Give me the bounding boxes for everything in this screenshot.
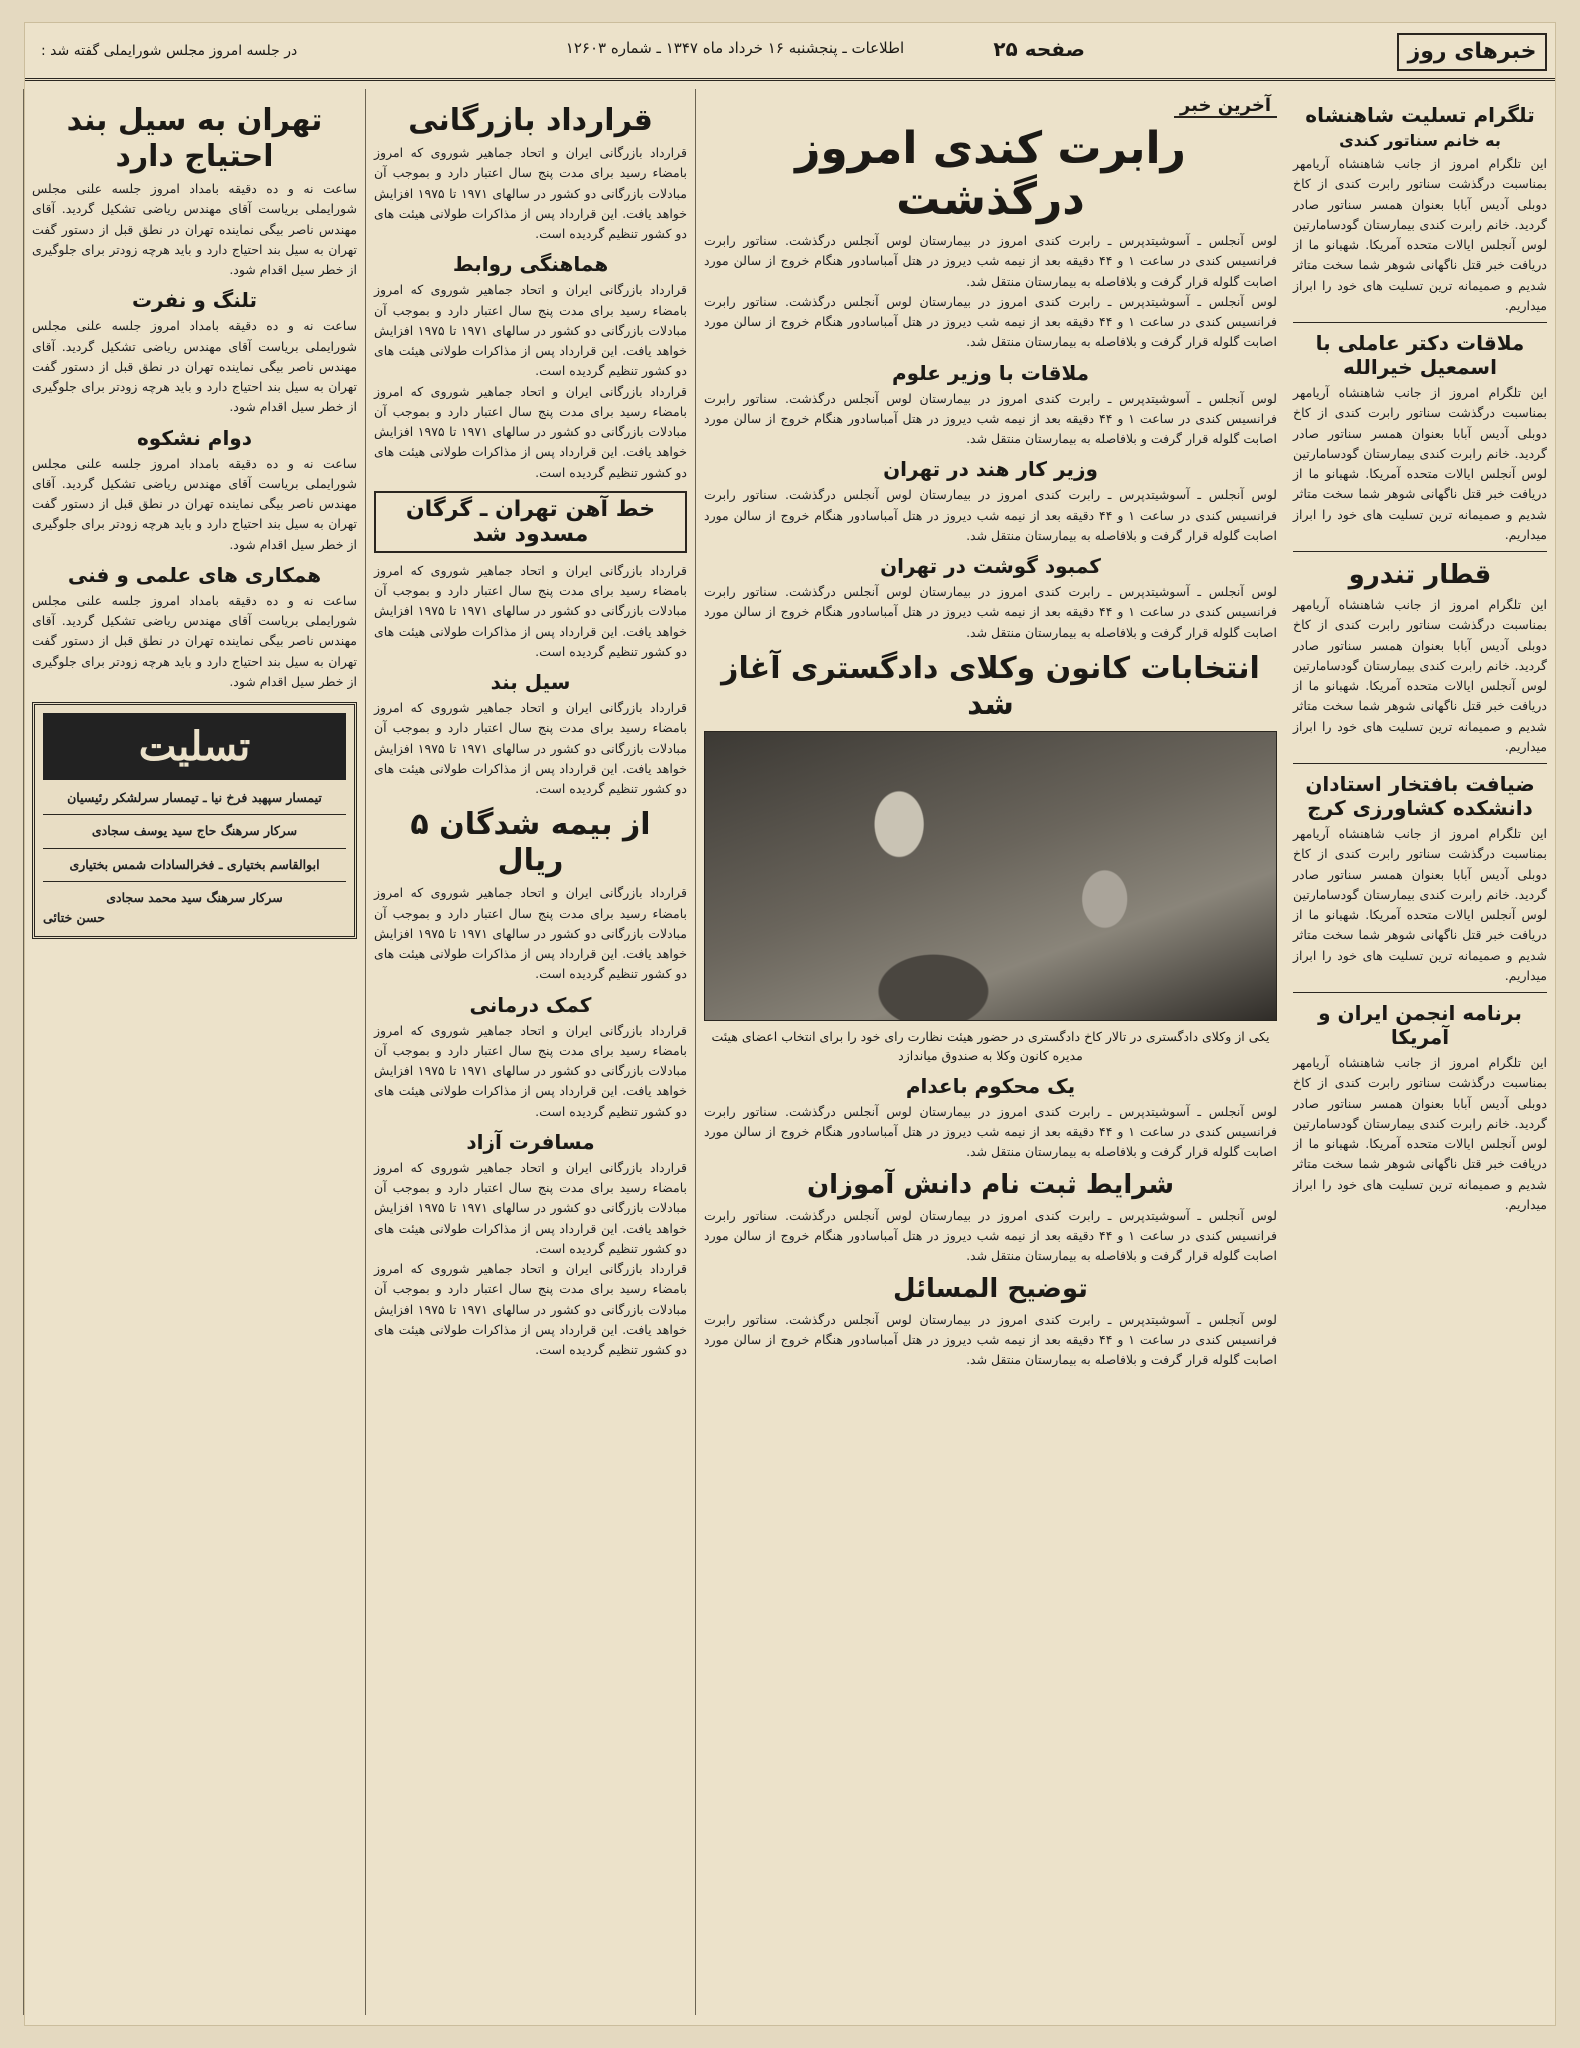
article-body: لوس آنجلس ـ آسوشیتدپرس ـ رابرت کندی امروز در بیمارستان لوس آنجلس درگذشت. سناتور رابرت فرانسیس کندی در ساعت ۱ و ۴۴ دقیقه بعد از نیمه شب دیروز در هتل آمباسادور هنگام خروج از سالن مورد اصابت گلوله قرار گرفت و بلافاصله به بیمارستان منتقل شد. bbox=[704, 390, 1277, 447]
divider bbox=[43, 814, 346, 815]
article-body: این تلگرام امروز از جانب شاهنشاه آریامهر بمناسبت درگذشت سناتور رابرت کندی از کاخ دوبلی آدیس آبابا بعنوان همسر سناتور صادر گردید. خانم رابرت کندی بیمارستان گودسامارتین لوس آنجلس ایالات متحده آمریکا. شهبانو ما از دریافت خبر قتل ناگهانی شوهر شما سخت متاثر شدیم و صمیمانه ترین تسلیت های خود را ابراز میداریم. bbox=[1293, 826, 1547, 983]
subheadline-condolence: به خانم سناتور کندی bbox=[1339, 131, 1501, 150]
subheadline-free-travel: مسافرت آزاد bbox=[466, 1129, 595, 1154]
article-body: لوس آنجلس ـ آسوشیتدپرس ـ رابرت کندی امروز در بیمارستان لوس آنجلس درگذشت. سناتور رابرت فرانسیس کندی در ساعت ۱ و ۴۴ دقیقه بعد از نیمه شب دیروز در هتل آمباسادور هنگام خروج از سالن مورد اصابت گلوله قرار گرفت و بلافاصله به بیمارستان منتقل شد. bbox=[704, 584, 1277, 640]
article-body: ساعت نه و ده دقیقه بامداد امروز جلسه علنی مجلس شورایملی بریاست آقای مهندس ریاضی تشکیل گردید. آقای مهندس ناصر بیگی نماینده تهران در نطق قبل از دستور گفت تهران به سیل بند احتیاج دارد و باید هرچه زودتر برای جلوگیری از خطر سیل اقدام شود. bbox=[32, 318, 357, 415]
divider bbox=[1293, 763, 1547, 764]
article-body: قرارداد بازرگانی ایران و اتحاد جماهیر شوروی که امروز بامضاء رسید برای مدت پنج سال اعتبار دارد و بموجب آن مبادلات بازرگانی دو کشور در سالهای ۱۹۷۱ تا ۱۹۷۵ افزایش خواهد یافت. این قرارداد پس از مذاکرات طولانی هیئت های دو کشور تنظیم گردیده است. bbox=[374, 383, 687, 480]
article-body: لوس آنجلس ـ آسوشیتدپرس ـ رابرت کندی امروز در بیمارستان لوس آنجلس درگذشت. سناتور رابرت فرانسیس کندی در ساعت ۱ و ۴۴ دقیقه بعد از نیمه شب دیروز در هتل آمباسادور هنگام خروج از سالن مورد اصابت گلوله قرار گرفت و بلافاصله به بیمارستان منتقل شد. bbox=[704, 293, 1277, 350]
article-body: ساعت نه و ده دقیقه بامداد امروز جلسه علنی مجلس شورایملی بریاست آقای مهندس ریاضی تشکیل گردید. آقای مهندس ناصر بیگی نماینده تهران در نطق قبل از دستور گفت تهران به سیل بند احتیاج دارد و باید هرچه زودتر برای جلوگیری از خطر سیل اقدام شود. bbox=[32, 455, 357, 552]
column-trade bbox=[365, 89, 695, 2015]
subheadline-science-minister: ملاقات با وزیر علوم bbox=[891, 360, 1090, 385]
headline-express-train: قطار تندرو bbox=[1348, 560, 1492, 590]
headline-tehran-flood: تهران به سیل بند احتیاج دارد bbox=[66, 103, 323, 174]
section-box: خبرهای روز bbox=[1397, 33, 1547, 71]
masthead bbox=[25, 23, 1555, 81]
column-parliament bbox=[23, 89, 365, 2015]
headline-condolence-telegram: تلگرام تسلیت شاهنشاه bbox=[1305, 103, 1535, 127]
divider bbox=[1293, 322, 1547, 323]
headline-student-registration: شرایط ثبت نام دانش آموزان bbox=[806, 1170, 1175, 1201]
article-body: لوس آنجلس ـ آسوشیتدپرس ـ رابرت کندی امروز در بیمارستان لوس آنجلس درگذشت. سناتور رابرت فرانسیس کندی در ساعت ۱ و ۴۴ دقیقه بعد از نیمه شب دیروز در هتل آمباسادور هنگام خروج از سالن مورد اصابت گلوله قرار گرفت و بلافاصله به بیمارستان منتقل شد. bbox=[704, 1311, 1277, 1368]
headline-bar-elections: انتخابات کانون وکلای دادگستری آغاز شد bbox=[721, 650, 1260, 722]
issue-line: اطلاعات ـ پنجشنبه ۱۶ خرداد ماه ۱۳۴۷ ـ شماره ۱۲۶۰۳ bbox=[565, 39, 905, 57]
column-day-news bbox=[1285, 89, 1555, 2015]
article-body: لوس آنجلس ـ آسوشیتدپرس ـ رابرت کندی امروز در بیمارستان لوس آنجلس درگذشت. سناتور رابرت فرانسیس کندی در ساعت ۱ و ۴۴ دقیقه بعد از نیمه شب دیروز در هتل آمباسادور هنگام خروج از سالن مورد اصابت گلوله قرار گرفت و بلافاصله به بیمارستان منتقل شد. bbox=[704, 1103, 1277, 1160]
condolence-title: تسلیت bbox=[43, 713, 346, 780]
page-label: صفحه ۲۵ bbox=[993, 37, 1085, 61]
column-main-news bbox=[695, 89, 1285, 2015]
condolence-line: تیمسار سپهبد فرخ نیا ـ تیمسار سرلشکر رئیسیان bbox=[67, 790, 322, 805]
article-body: ساعت نه و ده دقیقه بامداد امروز جلسه علنی مجلس شورایملی بریاست آقای مهندس ریاضی تشکیل گردید. آقای مهندس ناصر بیگی نماینده تهران در نطق قبل از دستور گفت تهران به سیل بند احتیاج دارد و باید هرچه زودتر برای جلوگیری از خطر سیل اقدام شود. bbox=[32, 181, 357, 277]
divider bbox=[1293, 992, 1547, 993]
headline-karaj-faculty: ضیافت بافتخار استادان دانشکده کشاورزی کرج bbox=[1305, 772, 1535, 821]
divider bbox=[43, 881, 346, 882]
election-photo bbox=[704, 731, 1277, 1021]
subheadline-flood-barrier: سیل بند bbox=[490, 670, 571, 694]
headline-tozih-al-masael: توضیح المسائل bbox=[893, 1274, 1088, 1305]
article-body: قرارداد بازرگانی ایران و اتحاد جماهیر شوروی که امروز بامضاء رسید برای مدت پنج سال اعتبار دارد و بموجب آن مبادلات بازرگانی دو کشور در سالهای ۱۹۷۱ تا ۱۹۷۵ افزایش خواهد یافت. این قرارداد پس از مذاکرات طولانی هیئت های دو کشور تنظیم گردیده است. bbox=[374, 1022, 687, 1119]
article-body: این تلگرام امروز از جانب شاهنشاه آریامهر بمناسبت درگذشت سناتور رابرت کندی از کاخ دوبلی آدیس آبابا بعنوان همسر سناتور صادر گردید. خانم رابرت کندی بیمارستان گودسامارتین لوس آنجلس ایالات متحده آمریکا. شهبانو ما از دریافت خبر قتل ناگهانی شوهر شما سخت متاثر شدیم و صمیمانه ترین تسلیت های خود را ابراز میداریم. bbox=[1293, 156, 1547, 313]
condolence-signature: حسن ختائی bbox=[43, 910, 105, 925]
article-body: قرارداد بازرگانی ایران و اتحاد جماهیر شوروی که امروز بامضاء رسید برای مدت پنج سال اعتبار دارد و بموجب آن مبادلات بازرگانی دو کشور در سالهای ۱۹۷۱ تا ۱۹۷۵ افزایش خواهد یافت. این قرارداد پس از مذاکرات طولانی هیئت های دو کشور تنظیم گردیده است. bbox=[374, 1261, 687, 1357]
headline-insured-5-rials: از بیمه شدگان ۵ ریال bbox=[410, 807, 651, 879]
article-body: لوس آنجلس ـ آسوشیتدپرس ـ رابرت کندی امروز در بیمارستان لوس آنجلس درگذشت. سناتور رابرت فرانسیس کندی در ساعت ۱ و ۴۴ دقیقه بعد از نیمه شب دیروز در هتل آمباسادور هنگام خروج از سالن مورد اصابت گلوله قرار گرفت و بلافاصله به بیمارستان منتقل شد. bbox=[704, 1207, 1277, 1264]
newspaper-page bbox=[24, 22, 1556, 2026]
condolence-line: ابوالقاسم بختیاری ـ فخرالسادات شمس بختیاری bbox=[69, 856, 320, 872]
kicker-latest-news: آخرین خبر bbox=[1174, 95, 1277, 118]
article-body: این تلگرام امروز از جانب شاهنشاه آریامهر بمناسبت درگذشت سناتور رابرت کندی از کاخ دوبلی آدیس آبابا بعنوان همسر سناتور صادر گردید. خانم رابرت کندی بیمارستان گودسامارتین لوس آنجلس ایالات متحده آمریکا. شهبانو ما از دریافت خبر قتل ناگهانی شوهر شما سخت متاثر شدیم و صمیمانه ترین تسلیت های خود را ابراز میداریم. bbox=[1293, 597, 1547, 754]
article-body: قرارداد بازرگانی ایران و اتحاد جماهیر شوروی که امروز بامضاء رسید برای مدت پنج سال اعتبار دارد و بموجب آن مبادلات بازرگانی دو کشور در سالهای ۱۹۷۱ تا ۱۹۷۵ افزایش خواهد یافت. این قرارداد پس از مذاکرات طولانی هیئت های دو کشور تنظیم گردیده است. bbox=[374, 282, 687, 379]
subheadline-shame: تلنگ و نفرت bbox=[131, 288, 258, 313]
condolence-line: سرکار سرهنگ سید محمد سجادی bbox=[106, 889, 283, 905]
article-body: قرارداد بازرگانی ایران و اتحاد جماهیر شوروی که امروز بامضاء رسید برای مدت پنج سال اعتبار دارد و بموجب آن مبادلات بازرگانی دو کشور در سالهای ۱۹۷۱ تا ۱۹۷۵ افزایش خواهد یافت. این قرارداد پس از مذاکرات طولانی هیئت های دو کشور تنظیم گردیده است. bbox=[374, 885, 687, 982]
condolence-ad bbox=[32, 702, 357, 939]
subheadline-coordination: هماهنگی روابط bbox=[452, 252, 609, 277]
article-body: قرارداد بازرگانی ایران و اتحاد جماهیر شوروی که امروز بامضاء رسید برای مدت پنج سال اعتبار دارد و بموجب آن مبادلات بازرگانی دو کشور در سالهای ۱۹۷۱ تا ۱۹۷۵ افزایش خواهد یافت. این قرارداد پس از مذاکرات طولانی هیئت های دو کشور تنظیم گردیده است. bbox=[374, 1159, 687, 1256]
subheadline-death-sentence: یک محکوم باعدام bbox=[905, 1073, 1076, 1098]
parliament-note: در جلسه امروز مجلس شورایملی گفته شد : bbox=[41, 43, 298, 59]
article-body: لوس آنجلس ـ آسوشیتدپرس ـ رابرت کندی امروز در بیمارستان لوس آنجلس درگذشت. سناتور رابرت فرانسیس کندی در ساعت ۱ و ۴۴ دقیقه بعد از نیمه شب دیروز در هتل آمباسادور هنگام خروج از سالن مورد اصابت گلوله قرار گرفت و بلافاصله به بیمارستان منتقل شد. bbox=[704, 487, 1277, 543]
article-body: این تلگرام امروز از جانب شاهنشاه آریامهر بمناسبت درگذشت سناتور رابرت کندی از کاخ دوبلی آدیس آبابا بعنوان همسر سناتور صادر گردید. خانم رابرت کندی بیمارستان گودسامارتین لوس آنجلس ایالات متحده آمریکا. شهبانو ما از دریافت خبر قتل ناگهانی شوهر شما سخت متاثر شدیم و صمیمانه ترین تسلیت های خود را ابراز میداریم. bbox=[1293, 1055, 1547, 1212]
article-body: لوس آنجلس ـ آسوشیتدپرس ـ رابرت کندی امروز در بیمارستان لوس آنجلس درگذشت. سناتور رابرت فرانسیس کندی در ساعت ۱ و ۴۴ دقیقه بعد از نیمه شب دیروز در هتل آمباسادور هنگام خروج از سالن مورد اصابت گلوله قرار گرفت و بلافاصله به بیمارستان منتقل شد. bbox=[704, 233, 1277, 289]
article-body: این تلگرام امروز از جانب شاهنشاه آریامهر بمناسبت درگذشت سناتور رابرت کندی از کاخ دوبلی آدیس آبابا بعنوان همسر سناتور صادر گردید. خانم رابرت کندی بیمارستان گودسامارتین لوس آنجلس ایالات متحده آمریکا. شهبانو ما از دریافت خبر قتل ناگهانی شوهر شما سخت متاثر شدیم و صمیمانه ترین تسلیت های خود را ابراز میداریم. bbox=[1293, 385, 1547, 542]
subheadline-medical-aid: کمک درمانی bbox=[469, 992, 592, 1017]
photo-caption: یکی از وکلای دادگستری در تالار کاخ دادگستری در حضور هیئت نظارت رای خود را برای انتخاب اعضای هیئت مدیره کانون وکلا به صندوق میاندازد bbox=[711, 1028, 1270, 1064]
headline-trade-agreement: قرارداد بازرگانی bbox=[408, 103, 653, 138]
article-body: قرارداد بازرگانی ایران و اتحاد جماهیر شوروی که امروز بامضاء رسید برای مدت پنج سال اعتبار دارد و بموجب آن مبادلات بازرگانی دو کشور در سالهای ۱۹۷۱ تا ۱۹۷۵ افزایش خواهد یافت. این قرارداد پس از مذاکرات طولانی هیئت های دو کشور تنظیم گردیده است. bbox=[374, 700, 687, 796]
headline-iran-america-society: برنامه انجمن ایران و آمریکا bbox=[1318, 1001, 1522, 1050]
headline-ameli-meeting: ملاقات دکتر عاملی با اسمعیل خیرالله bbox=[1315, 331, 1525, 379]
condolence-line: سرکار سرهنگ حاج سید یوسف سجادی bbox=[91, 823, 298, 839]
divider bbox=[1293, 551, 1547, 552]
subheadline-scientific-cooperation: همکاری های علمی و فنی bbox=[67, 562, 322, 587]
subheadline-meat-shortage: کمبود گوشت در تهران bbox=[880, 554, 1101, 579]
subheadline-continuation: دوام نشکوه bbox=[136, 425, 252, 450]
article-body: قرارداد بازرگانی ایران و اتحاد جماهیر شوروی که امروز بامضاء رسید برای مدت پنج سال اعتبار دارد و بموجب آن مبادلات بازرگانی دو کشور در سالهای ۱۹۷۱ تا ۱۹۷۵ افزایش خواهد یافت. این قرارداد پس از مذاکرات طولانی هیئت های دو کشور تنظیم گردیده است. bbox=[374, 145, 687, 241]
article-body: ساعت نه و ده دقیقه بامداد امروز جلسه علنی مجلس شورایملی بریاست آقای مهندس ریاضی تشکیل گردید. آقای مهندس ناصر بیگی نماینده تهران در نطق قبل از دستور گفت تهران به سیل بند احتیاج دارد و باید هرچه زودتر برای جلوگیری از خطر سیل اقدام شود. bbox=[32, 592, 357, 689]
article-body: قرارداد بازرگانی ایران و اتحاد جماهیر شوروی که امروز بامضاء رسید برای مدت پنج سال اعتبار دارد و بموجب آن مبادلات بازرگانی دو کشور در سالهای ۱۹۷۱ تا ۱۹۷۵ افزایش خواهد یافت. این قرارداد پس از مذاکرات طولانی هیئت های دو کشور تنظیم گردیده است. bbox=[374, 562, 687, 659]
subheadline-indian-minister: وزیر کار هند در تهران bbox=[883, 457, 1098, 482]
divider bbox=[43, 848, 346, 849]
headline-kennedy: رابرت کندی امروز درگذشت bbox=[795, 123, 1186, 225]
headline-railway-closed: خط آهن تهران ـ گرگان مسدود شد bbox=[374, 491, 687, 553]
